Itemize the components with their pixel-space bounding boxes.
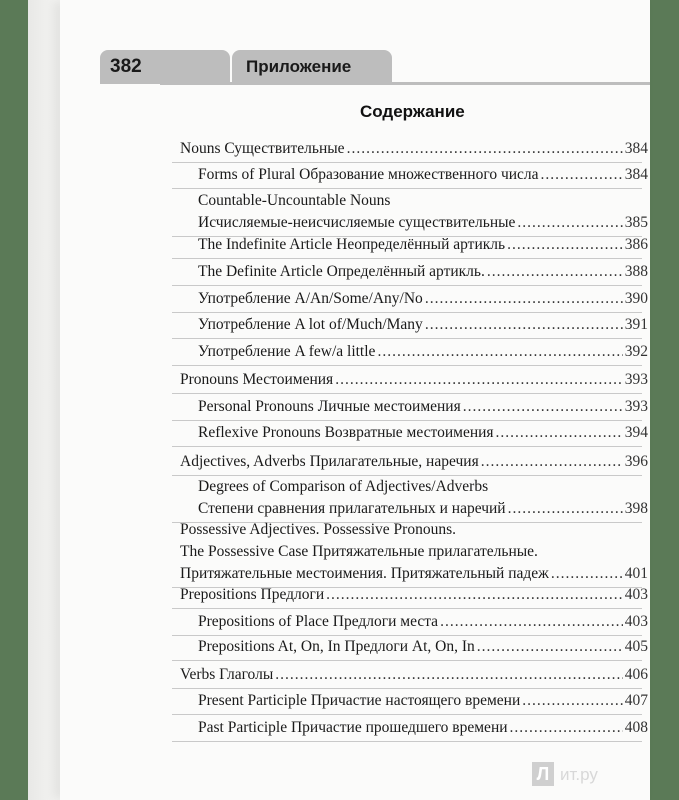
toc-entry[interactable] (198, 422, 648, 444)
toc-separator (172, 162, 642, 163)
toc-entry-text: Исчисляемые-неисчисляемые существительные (198, 214, 516, 231)
dot-leader (496, 422, 623, 444)
toc-entry-text: Countable-Uncountable Nouns (198, 192, 391, 209)
toc-separator (172, 188, 642, 189)
toc-entry[interactable] (180, 519, 648, 585)
dot-leader (275, 664, 623, 686)
toc-page-number: 393 (624, 398, 648, 415)
toc-separator (172, 688, 642, 689)
toc-entry[interactable] (180, 138, 648, 160)
toc-entry-text: The Definite Article Определённый артикль. (198, 263, 485, 280)
toc-page-number: 392 (624, 343, 648, 360)
toc-page-number: 385 (624, 214, 648, 231)
toc-page-number: 386 (624, 236, 648, 253)
dot-leader (551, 563, 623, 585)
toc-separator (172, 393, 642, 394)
toc-entry[interactable] (198, 717, 648, 739)
dot-leader (335, 369, 623, 391)
page-number: 382 (110, 56, 142, 77)
toc-entry-text: Verbs Глаголы (180, 666, 274, 683)
toc-entry-text: Reflexive Pronouns Возвратные местоимения (198, 424, 494, 441)
dot-leader (508, 498, 623, 520)
dot-leader (477, 636, 623, 658)
toc-entry[interactable] (198, 261, 648, 283)
toc-entry[interactable] (198, 190, 648, 234)
toc-separator (172, 608, 642, 609)
toc-page-number: 391 (624, 316, 648, 333)
toc-separator (172, 420, 642, 421)
toc-entry-text: Present Participle Причастие настоящего времени (198, 692, 521, 709)
toc-entry-text: The Possessive Case Притяжательные прилагательные. (180, 543, 538, 560)
toc-page-number: 396 (624, 453, 648, 470)
dot-leader (440, 611, 623, 633)
dot-leader (326, 584, 623, 606)
toc-entry-text: Prepositions Предлоги (180, 586, 325, 603)
toc-entry[interactable] (198, 288, 648, 310)
toc-separator (172, 714, 642, 715)
toc-entry[interactable] (180, 664, 648, 686)
toc-separator (172, 446, 642, 447)
toc-entry-text: Nouns Существительные (180, 140, 345, 157)
litres-logo-icon: Л (532, 762, 554, 786)
toc-entry[interactable] (198, 636, 648, 658)
section-title: Приложение (246, 57, 352, 76)
toc-entry-text: Pronouns Местоимения (180, 371, 334, 388)
toc-entry[interactable] (198, 341, 648, 363)
toc-entry-text: Possessive Adjectives. Possessive Pronouns. (180, 521, 456, 538)
toc-entry[interactable] (180, 451, 648, 473)
toc-page-number: 408 (624, 719, 648, 736)
toc-entry-text: Forms of Plural Образование множественного числа (198, 166, 539, 183)
dot-leader (425, 288, 623, 310)
section-tab (232, 50, 392, 84)
watermark-text: ит.ру (560, 765, 598, 784)
toc-page-number: 406 (624, 666, 648, 683)
toc-entry-text: Употребление A few/a little (198, 343, 376, 360)
toc-separator (172, 365, 642, 366)
toc-page-number: 390 (624, 290, 648, 307)
dot-leader (425, 314, 623, 336)
toc-entry-text: Adjectives, Adverbs Прилагательные, наречия (180, 453, 479, 470)
toc-entry-text: Притяжательные местоимения. Притяжательный падеж (180, 565, 549, 582)
toc-page-number: 403 (624, 586, 648, 603)
toc-entry[interactable] (198, 314, 648, 336)
toc-page-number: 401 (624, 565, 648, 582)
dot-leader (347, 138, 623, 160)
toc-page-number: 384 (624, 166, 648, 183)
dot-leader (377, 341, 622, 363)
dot-leader (522, 690, 623, 712)
toc-entry[interactable] (198, 690, 648, 712)
toc-entry[interactable] (198, 611, 648, 633)
toc-page-number: 394 (624, 424, 648, 441)
toc-entry-text: Personal Pronouns Личные местоимения (198, 398, 461, 415)
toc-entry-text: Употребление A/An/Some/Any/No (198, 290, 423, 307)
toc-entry-text: Степени сравнения прилагательных и наречий (198, 500, 506, 517)
toc-entry-text: Prepositions of Place Предлоги места (198, 613, 439, 630)
toc-entry[interactable] (198, 164, 648, 186)
toc-page-number: 405 (624, 638, 648, 655)
toc-separator (172, 312, 642, 313)
dot-leader (541, 164, 623, 186)
toc-page-number: 403 (624, 613, 648, 630)
dot-leader (510, 717, 623, 739)
dot-leader (507, 234, 623, 256)
toc-entry-text: Prepositions At, On, In Предлоги At, On, In (198, 638, 475, 655)
toc-separator (172, 338, 642, 339)
toc-entry[interactable] (198, 234, 648, 256)
toc-page-number: 393 (624, 371, 648, 388)
toc-separator (172, 660, 642, 661)
dot-leader (487, 261, 623, 283)
toc-page-number: 384 (624, 140, 648, 157)
toc-entry-text: The Indefinite Article Неопределённый артикль (198, 236, 506, 253)
dot-leader (517, 212, 622, 234)
toc-entry-text: Past Participle Причастие прошедшего времени (198, 719, 508, 736)
toc-entry[interactable] (180, 584, 648, 606)
toc-entry[interactable] (198, 396, 648, 418)
toc-separator (172, 285, 642, 286)
toc-separator (172, 741, 642, 742)
dot-leader (481, 451, 623, 473)
toc-entry[interactable] (198, 476, 648, 520)
toc-entry-text: Degrees of Comparison of Adjectives/Adverbs (198, 478, 489, 495)
toc-separator (172, 258, 642, 259)
toc-page-number: 407 (624, 692, 648, 709)
toc-entry[interactable] (180, 369, 648, 391)
toc-page-number: 398 (624, 500, 648, 517)
contents-title: Содержание (360, 102, 465, 121)
toc-entry-text: Употребление A lot of/Much/Many (198, 316, 423, 333)
header-rule (160, 82, 650, 85)
dot-leader (463, 396, 623, 418)
page-number-tab (100, 50, 230, 84)
toc-page-number: 388 (624, 263, 648, 280)
